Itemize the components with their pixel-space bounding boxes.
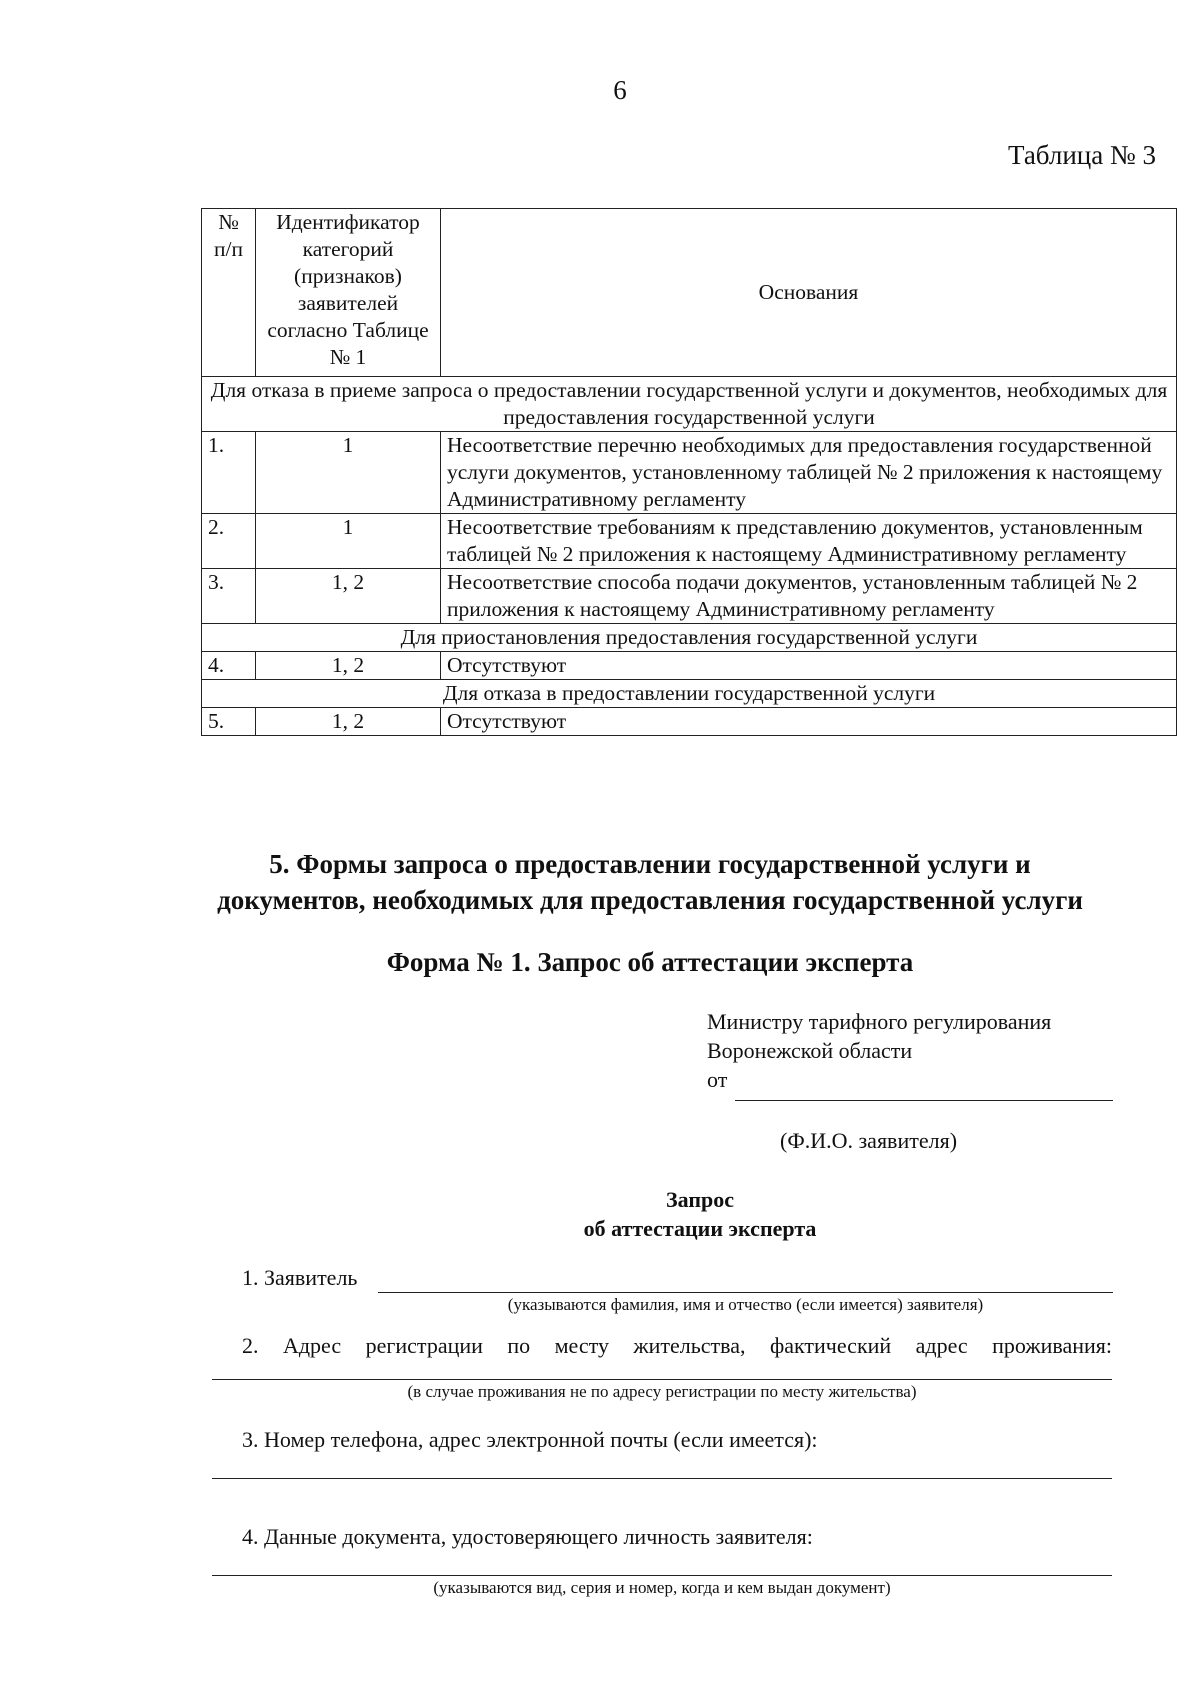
table-row bbox=[202, 652, 1177, 680]
phone-field[interactable] bbox=[212, 1478, 1112, 1479]
row-identifier: 1 bbox=[256, 514, 441, 569]
row-identifier: 1 bbox=[256, 432, 441, 514]
row-identifier: 1, 2 bbox=[256, 569, 441, 624]
row-num: 4. bbox=[202, 652, 256, 680]
section-heading bbox=[150, 846, 1150, 918]
section-title-refusal-accept: Для отказа в приеме запроса о предоставлении государственной услуги и документов, необходимых для предоставления государственной услуги bbox=[202, 377, 1177, 432]
table-row bbox=[202, 432, 1177, 514]
applicant-label: 1. Заявитель bbox=[242, 1265, 358, 1290]
addressee-line1: Министру тарифного регулирования bbox=[707, 1009, 1052, 1034]
id-doc-field[interactable] bbox=[212, 1575, 1112, 1576]
section-title-refusal-service: Для отказа в предоставлении государственной услуги bbox=[202, 680, 1177, 708]
applicant-field[interactable] bbox=[378, 1292, 1113, 1293]
request-subtitle: об аттестации эксперта bbox=[583, 1216, 817, 1241]
from-label: от bbox=[707, 1067, 728, 1092]
address-hint: (в случае проживания не по адресу регистрации по месту жительства) bbox=[407, 1382, 917, 1401]
row-num: 1. bbox=[202, 432, 256, 514]
page-number: 6 bbox=[613, 75, 627, 105]
header-identifier: Идентификатор категорий (признаков) заявителей согласно Таблице № 1 bbox=[256, 209, 441, 377]
row-num: 2. bbox=[202, 514, 256, 569]
table-row bbox=[202, 514, 1177, 569]
header-num: № п/п bbox=[202, 209, 256, 377]
addressee-line2: Воронежской области bbox=[707, 1038, 913, 1063]
section-heading-line1: 5. Формы запроса о предоставлении государственной услуги и bbox=[269, 849, 1031, 879]
applicant-hint: (указываются фамилия, имя и отчество (если имеется) заявителя) bbox=[507, 1295, 984, 1314]
fio-hint: (Ф.И.О. заявителя) bbox=[780, 1128, 958, 1153]
row-identifier: 1, 2 bbox=[256, 708, 441, 736]
row-identifier: 1, 2 bbox=[256, 652, 441, 680]
table-row bbox=[202, 569, 1177, 624]
row-basis: Несоответствие перечню необходимых для предоставления государственной услуги документов, установленному таблицей № 2 приложения к настоящему Административному регламенту bbox=[441, 432, 1177, 514]
form-title: Форма № 1. Запрос об аттестации эксперта bbox=[386, 947, 914, 977]
row-basis: Несоответствие требованиям к представлению документов, установленным таблицей № 2 приложения к настоящему Административному регламенту bbox=[441, 514, 1177, 569]
table-caption: Таблица № 3 bbox=[1008, 140, 1156, 170]
grounds-table bbox=[201, 208, 1177, 736]
row-num: 5. bbox=[202, 708, 256, 736]
id-doc-label: 4. Данные документа, удостоверяющего личность заявителя: bbox=[242, 1524, 813, 1549]
applicant-name-field[interactable] bbox=[735, 1100, 1113, 1101]
id-doc-hint: (указываются вид, серия и номер, когда и кем выдан документ) bbox=[433, 1578, 891, 1597]
header-basis: Основания bbox=[441, 209, 1177, 377]
address-label: 2. Адрес регистрации по месту жительства, фактический адрес проживания: bbox=[242, 1333, 1112, 1358]
section-heading-line2: документов, необходимых для предоставления государственной услуги bbox=[217, 885, 1083, 915]
row-basis: Отсутствуют bbox=[441, 652, 1177, 680]
row-basis: Несоответствие способа подачи документов, установленным таблицей № 2 приложения к настоящему Административному регламенту bbox=[441, 569, 1177, 624]
request-title: Запрос bbox=[666, 1187, 734, 1212]
table-row bbox=[202, 708, 1177, 736]
phone-label: 3. Номер телефона, адрес электронной почты (если имеется): bbox=[242, 1427, 818, 1452]
row-basis: Отсутствуют bbox=[441, 708, 1177, 736]
row-num: 3. bbox=[202, 569, 256, 624]
address-field[interactable] bbox=[212, 1379, 1112, 1380]
section-title-suspension: Для приостановления предоставления государственной услуги bbox=[202, 624, 1177, 652]
